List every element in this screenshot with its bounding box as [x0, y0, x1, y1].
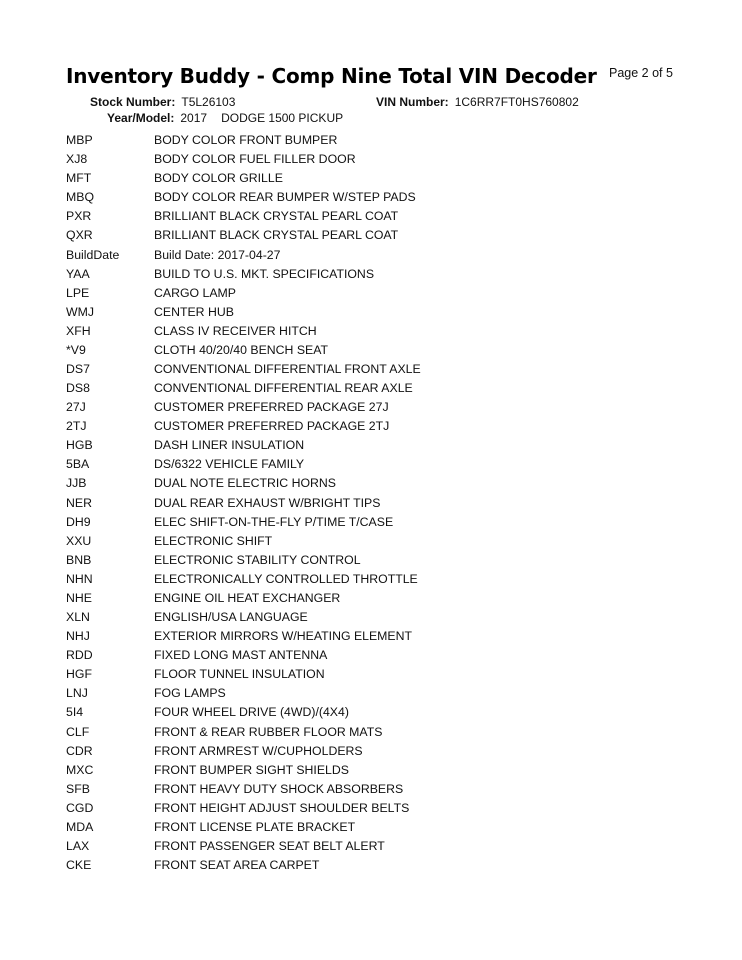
vin-label: VIN Number: [376, 95, 449, 109]
option-description: FRONT HEIGHT ADJUST SHOULDER BELTS [154, 800, 410, 815]
option-code: CGD [66, 800, 94, 815]
option-description: BODY COLOR GRILLE [154, 171, 283, 186]
option-code: NHJ [66, 629, 90, 644]
option-code: NHN [66, 571, 93, 586]
option-description: CENTER HUB [154, 304, 234, 319]
option-description: ELECTRONICALLY CONTROLLED THROTTLE [154, 571, 418, 586]
option-description: ELECTRONIC STABILITY CONTROL [154, 552, 361, 567]
option-code: 5I4 [66, 705, 84, 720]
stock-number-value: T5L26103 [181, 95, 236, 109]
year-value: 2017 [180, 111, 208, 125]
option-description: DS/6322 VEHICLE FAMILY [154, 457, 305, 472]
option-code: LNJ [66, 686, 88, 701]
option-description: FIXED LONG MAST ANTENNA [154, 648, 328, 663]
option-description: FRONT BUMPER SIGHT SHIELDS [154, 762, 349, 777]
option-code: 27J [66, 400, 86, 415]
option-code: QXR [66, 228, 93, 243]
option-description: EXTERIOR MIRRORS W/HEATING ELEMENT [154, 629, 413, 644]
document-title: Inventory Buddy - Comp Nine Total VIN Decoder [66, 64, 597, 88]
option-code: 5BA [66, 457, 90, 472]
vin-value: 1C6RR7FT0HS760802 [454, 95, 579, 109]
option-description: BODY COLOR REAR BUMPER W/STEP PADS [154, 190, 416, 205]
option-code: MXC [66, 762, 94, 777]
option-description: CUSTOMER PREFERRED PACKAGE 2TJ [154, 419, 390, 434]
option-code: PXR [66, 209, 92, 224]
option-code: SFB [66, 781, 90, 796]
option-code: HGF [66, 667, 92, 682]
option-code: XXU [66, 533, 92, 548]
option-description: Build Date: 2017-04-27 [154, 247, 281, 262]
option-code: CDR [66, 743, 93, 758]
option-code: MBQ [66, 190, 95, 205]
option-description: CLASS IV RECEIVER HITCH [154, 323, 317, 338]
option-code: DS7 [66, 362, 90, 376]
option-code: NER [66, 495, 92, 510]
option-description: ELECTRONIC SHIFT [154, 533, 273, 548]
option-description: FLOOR TUNNEL INSULATION [154, 667, 325, 682]
option-code: BNB [66, 552, 92, 567]
option-description: ENGLISH/USA LANGUAGE [154, 610, 308, 624]
model-value: DODGE 1500 PICKUP [221, 111, 344, 125]
option-description: CLOTH 40/20/40 BENCH SEAT [154, 342, 329, 357]
option-code: CKE [66, 858, 92, 872]
option-code: YAA [66, 266, 90, 281]
option-description: CONVENTIONAL DIFFERENTIAL REAR AXLE [154, 381, 413, 395]
year-model-line [107, 111, 343, 125]
stock-number-line [90, 95, 235, 109]
year-model-label: Year/Model: [107, 111, 175, 125]
vin-line [376, 95, 579, 109]
option-description: BODY COLOR FUEL FILLER DOOR [154, 152, 356, 167]
option-code: HGB [66, 438, 93, 453]
option-code: WMJ [66, 304, 94, 319]
option-description: FOG LAMPS [154, 686, 226, 701]
option-description: FRONT & REAR RUBBER FLOOR MATS [154, 724, 383, 739]
option-description: FOUR WHEEL DRIVE (4WD)/(4X4) [154, 705, 349, 720]
option-code: MFT [66, 171, 92, 186]
option-description: BODY COLOR FRONT BUMPER [154, 133, 338, 147]
stock-number-label: Stock Number: [90, 95, 176, 109]
page-number: Page 2 of 5 [609, 66, 673, 80]
option-description: FRONT LICENSE PLATE BRACKET [154, 819, 356, 834]
option-description: FRONT SEAT AREA CARPET [154, 858, 320, 872]
option-code: XLN [66, 610, 90, 624]
option-code: *V9 [66, 342, 86, 357]
option-description: DASH LINER INSULATION [154, 438, 305, 453]
option-code: LAX [66, 839, 90, 853]
option-code: LPE [66, 285, 90, 300]
option-description: CONVENTIONAL DIFFERENTIAL FRONT AXLE [154, 362, 421, 376]
option-description: FRONT ARMREST W/CUPHOLDERS [154, 743, 363, 758]
option-code: RDD [66, 648, 93, 663]
option-description: BRILLIANT BLACK CRYSTAL PEARL COAT [154, 209, 399, 224]
option-code: MDA [66, 819, 94, 834]
option-code: XJ8 [66, 152, 88, 167]
option-code: JJB [66, 476, 87, 491]
option-code: NHE [66, 590, 92, 605]
option-code: BuildDate [66, 247, 120, 262]
option-description: FRONT PASSENGER SEAT BELT ALERT [154, 839, 385, 853]
option-description: DUAL REAR EXHAUST W/BRIGHT TIPS [154, 495, 381, 510]
option-code: CLF [66, 724, 90, 739]
option-description: CUSTOMER PREFERRED PACKAGE 27J [154, 400, 389, 415]
option-description: ELEC SHIFT-ON-THE-FLY P/TIME T/CASE [154, 514, 394, 529]
option-description: CARGO LAMP [154, 285, 236, 300]
option-description: FRONT HEAVY DUTY SHOCK ABSORBERS [154, 781, 404, 796]
option-description: DUAL NOTE ELECTRIC HORNS [154, 476, 336, 491]
option-description: BRILLIANT BLACK CRYSTAL PEARL COAT [154, 228, 399, 243]
option-code: 2TJ [66, 419, 87, 434]
option-description: BUILD TO U.S. MKT. SPECIFICATIONS [154, 266, 375, 281]
option-code: DS8 [66, 381, 90, 395]
option-description: ENGINE OIL HEAT EXCHANGER [154, 590, 341, 605]
option-code: XFH [66, 323, 91, 338]
option-code: MBP [66, 133, 93, 147]
option-code: DH9 [66, 514, 91, 529]
